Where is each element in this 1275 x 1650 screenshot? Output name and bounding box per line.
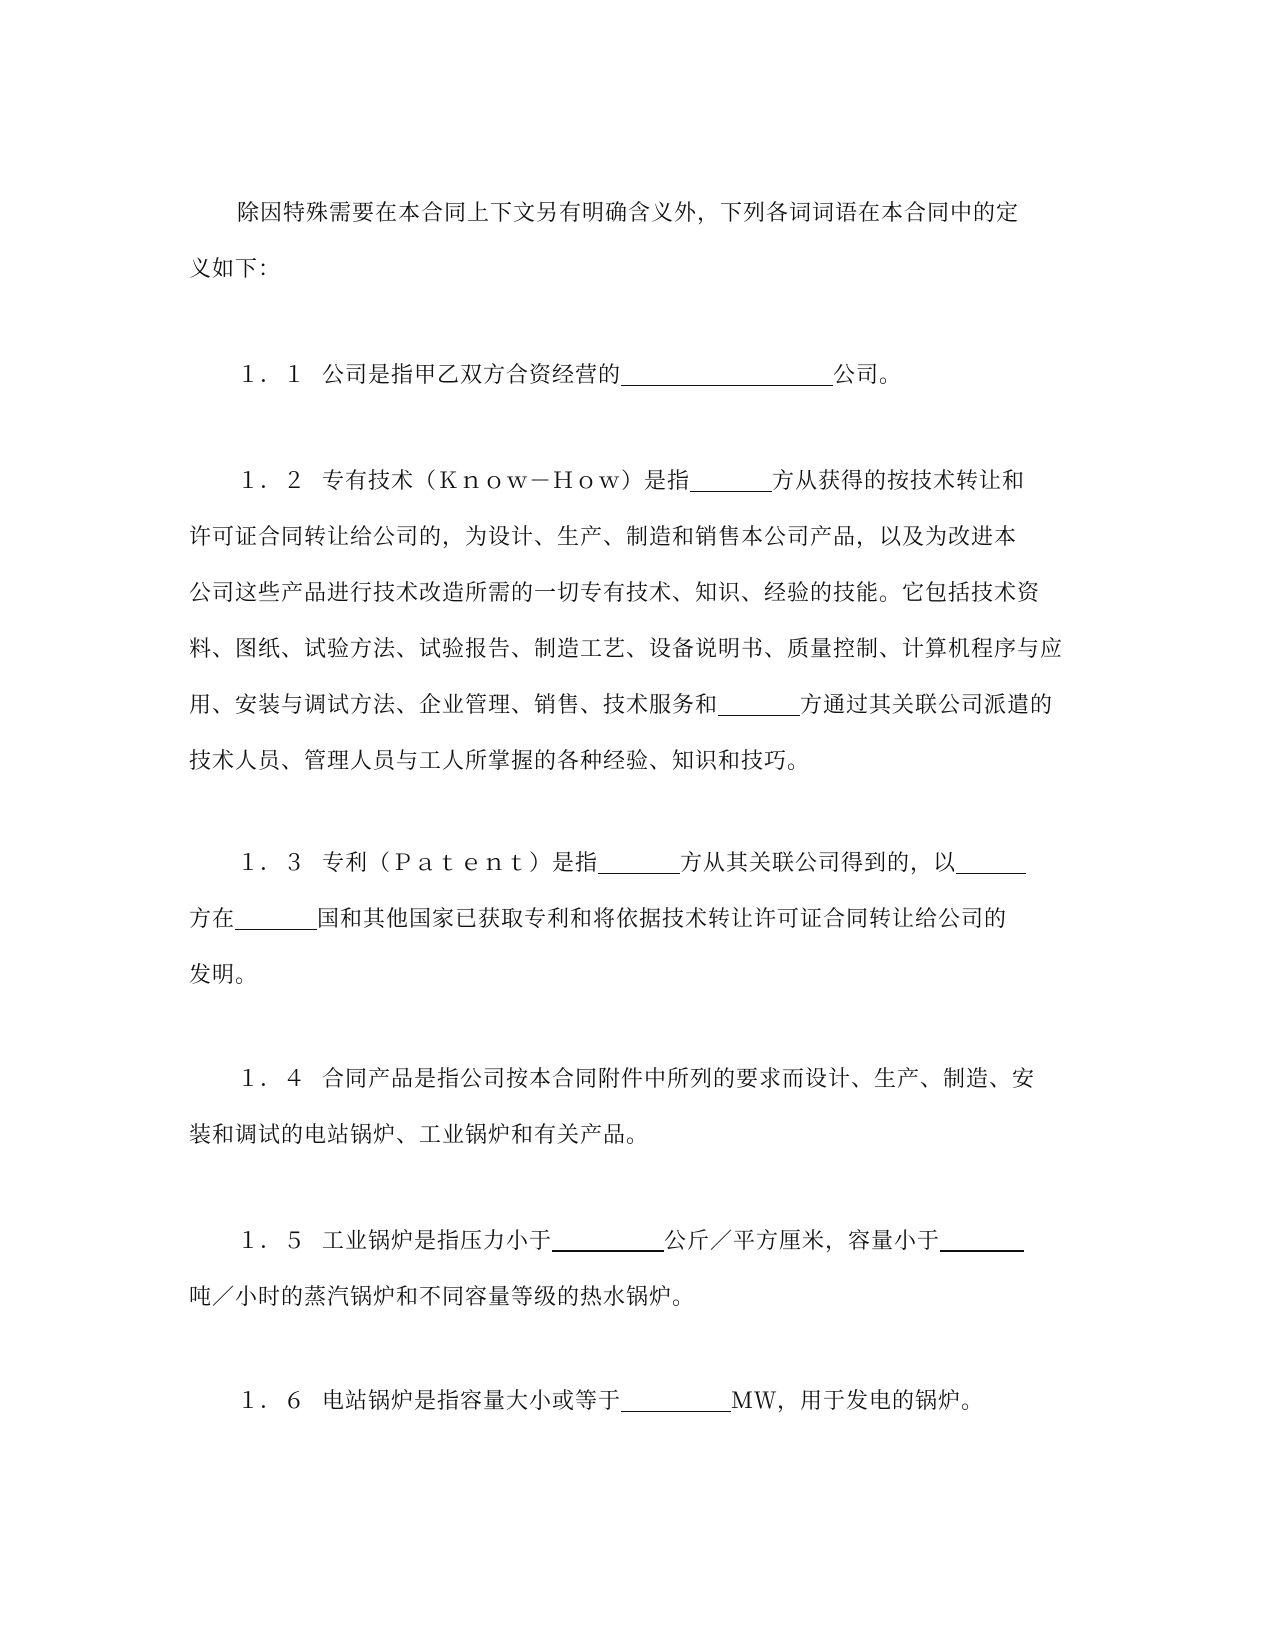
clause-1-4 bbox=[189, 1052, 1089, 1164]
clause-1-2-line-4: 料、图纸、试验方法、试验报告、制造工艺、设备说明书、质量控制、计算机程序与应 bbox=[189, 637, 1064, 662]
clause-text: 方从获得的按技术转让和 bbox=[772, 469, 1026, 494]
clause-number: １．２ bbox=[237, 469, 307, 494]
clause-text: 公司。 bbox=[833, 363, 903, 388]
clause-text: ＭＷ，用于发电的锅炉。 bbox=[731, 1389, 985, 1414]
clause-1-5-line-2: 吨／小时的蒸汽锅炉和不同容量等级的热水锅炉。 bbox=[189, 1285, 696, 1310]
clause-1-6-line-1 bbox=[189, 1374, 1089, 1430]
clause-1-3-line-1 bbox=[189, 836, 1089, 892]
clause-text: 专有技术（Ｋｎｏｗ－Ｈｏｗ）是指 bbox=[322, 469, 691, 494]
clause-1-1 bbox=[189, 348, 1089, 404]
clause-text: 合同产品是指公司按本合同附件中所列的要求而设计、生产、制造、安 bbox=[322, 1067, 1036, 1092]
clause-1-4-line-2: 装和调试的电站锅炉、工业锅炉和有关产品。 bbox=[189, 1123, 650, 1148]
clause-1-2-line-5 bbox=[189, 678, 1089, 734]
clause-text: 国和其他国家已获取专利和将依据技术转让许可证合同转让给公司的 bbox=[317, 907, 1008, 932]
clause-text: 专利（Ｐａｔｅｎｔ）是指 bbox=[322, 851, 599, 876]
intro-paragraph bbox=[189, 186, 1089, 298]
clause-number: １．６ bbox=[237, 1389, 307, 1414]
clause-1-5 bbox=[189, 1214, 1089, 1326]
clause-text: 方在 bbox=[189, 907, 236, 932]
clause-text: 公斤／平方厘米，容量小于 bbox=[664, 1229, 941, 1254]
clause-1-4-line-1 bbox=[189, 1052, 1089, 1108]
company-name-blank[interactable] bbox=[621, 361, 833, 386]
pressure-blank[interactable] bbox=[552, 1226, 664, 1252]
clause-text: 用、安装与调试方法、企业管理、销售、技术服务和 bbox=[189, 693, 719, 718]
party-blank[interactable] bbox=[956, 849, 1026, 874]
clause-1-3-line-3: 发明。 bbox=[189, 963, 259, 988]
clause-1-2-line-1 bbox=[189, 454, 1089, 510]
party-blank[interactable] bbox=[598, 849, 680, 874]
clause-1-3-line-2 bbox=[189, 892, 1089, 948]
clause-text: 公司是指甲乙双方合资经营的 bbox=[322, 363, 622, 388]
clause-number: １．３ bbox=[237, 851, 307, 876]
clause-1-6 bbox=[189, 1374, 1089, 1430]
clause-text: 电站锅炉是指容量大小或等于 bbox=[322, 1389, 622, 1414]
clause-1-2-line-6: 技术人员、管理人员与工人所掌握的各种经验、知识和技巧。 bbox=[189, 749, 811, 774]
clause-1-2-line-3: 公司这些产品进行技术改造所需的一切专有技术、知识、经验的技能。它包括技术资 bbox=[189, 581, 1041, 606]
clause-text: 工业锅炉是指压力小于 bbox=[322, 1229, 553, 1254]
clause-number: １．５ bbox=[237, 1229, 307, 1254]
clause-1-3 bbox=[189, 836, 1089, 1004]
clause-1-5-line-1 bbox=[189, 1214, 1089, 1270]
intro-line-2: 义如下： bbox=[189, 257, 282, 282]
mw-blank[interactable] bbox=[621, 1387, 731, 1412]
clause-1-1-line-1 bbox=[189, 348, 1089, 404]
clause-1-2-line-2: 许可证合同转让给公司的，为设计、生产、制造和销售本公司产品，以及为改进本 bbox=[189, 525, 1018, 550]
clause-1-2 bbox=[189, 454, 1089, 790]
capacity-blank[interactable] bbox=[940, 1226, 1024, 1252]
country-blank[interactable] bbox=[235, 905, 317, 930]
clause-text: 方从其关联公司得到的，以 bbox=[680, 851, 957, 876]
party-blank[interactable] bbox=[718, 691, 800, 716]
clause-text: 方通过其关联公司派遣的 bbox=[800, 693, 1054, 718]
clause-number: １．１ bbox=[237, 363, 307, 388]
intro-line-1: 除因特殊需要在本合同上下文另有明确含义外，下列各词词语在本合同中的定 bbox=[237, 201, 1020, 226]
clause-number: １．４ bbox=[237, 1067, 307, 1092]
party-blank[interactable] bbox=[690, 467, 772, 492]
